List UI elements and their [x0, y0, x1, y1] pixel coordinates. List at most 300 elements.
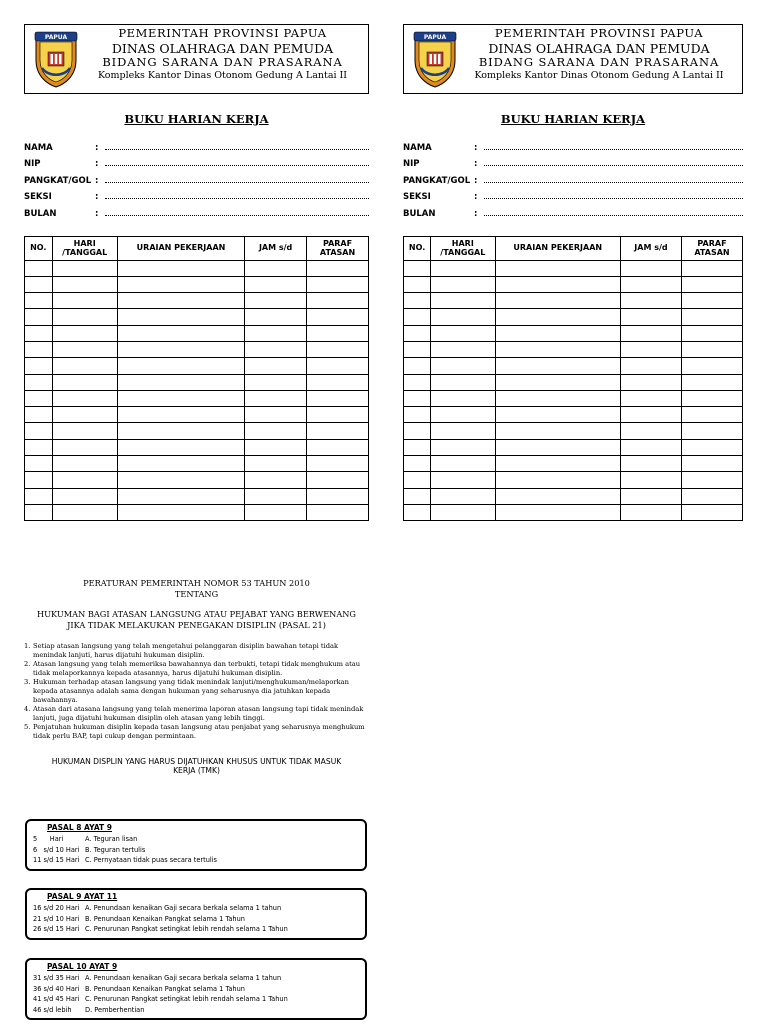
list-item — [33, 994, 365, 1005]
pasal-sanction: B. Penundaan Kenaikan Pangkat selama 1 Tahun — [85, 984, 245, 993]
table-cell[interactable] — [620, 472, 681, 488]
letterhead-province: PEMERINTAH PROVINSI PAPUA — [494, 26, 704, 40]
field-pangkat-gol[interactable] — [403, 169, 743, 186]
table-cell[interactable] — [117, 456, 244, 472]
table-cell[interactable] — [245, 456, 307, 472]
list-item — [33, 973, 365, 984]
field-fill-line[interactable] — [484, 165, 743, 166]
header-paraf-atasan — [307, 236, 369, 260]
list-item — [33, 834, 365, 845]
table-cell[interactable] — [620, 390, 681, 406]
table-cell[interactable] — [681, 293, 742, 309]
table-cell[interactable] — [404, 488, 431, 504]
table-cell[interactable] — [431, 309, 495, 325]
table-cell[interactable] — [52, 309, 117, 325]
letterhead-agency: DINAS OLAHRAGA DAN PEMUDA — [111, 40, 334, 56]
table-cell[interactable] — [620, 260, 681, 276]
table-cell[interactable] — [117, 488, 244, 504]
field-seksi[interactable] — [403, 186, 743, 203]
table-cell[interactable] — [25, 504, 53, 520]
table-cell[interactable] — [307, 341, 369, 357]
table-cell[interactable] — [681, 488, 742, 504]
table-row — [404, 276, 743, 292]
form-title: BUKU HARIAN KERJA — [500, 112, 646, 126]
header-no — [25, 236, 53, 260]
table-cell[interactable] — [620, 407, 681, 423]
table-cell[interactable] — [25, 325, 53, 341]
identity-fields — [403, 136, 743, 219]
table-cell[interactable] — [52, 374, 117, 390]
table-cell[interactable] — [307, 276, 369, 292]
table-cell[interactable] — [431, 488, 495, 504]
table-row — [25, 504, 369, 520]
table-cell[interactable] — [681, 276, 742, 292]
table-cell[interactable] — [495, 504, 620, 520]
pasal-sanction: C. Penurunan Pangkat setingkat lebih rendah selama 1 Tahun — [85, 995, 288, 1004]
pasal-sanction: C. Penurunan Pangkat setingkat lebih rendah selama 1 Tahun — [85, 925, 288, 934]
table-row — [404, 504, 743, 520]
table-cell[interactable] — [495, 472, 620, 488]
logo-text: PAPUA — [44, 34, 68, 41]
table-cell[interactable] — [245, 488, 307, 504]
table-cell[interactable] — [245, 407, 307, 423]
table-cell[interactable] — [245, 439, 307, 455]
field-colon: : — [474, 142, 478, 153]
list-item — [24, 705, 369, 723]
work-diary-form-right — [403, 24, 743, 521]
table-cell[interactable] — [307, 374, 369, 390]
table-cell[interactable] — [52, 276, 117, 292]
table-cell[interactable] — [307, 309, 369, 325]
table-cell[interactable] — [245, 260, 307, 276]
table-cell[interactable] — [681, 325, 742, 341]
table-row — [25, 325, 369, 341]
table-cell[interactable] — [681, 260, 742, 276]
table-cell[interactable] — [307, 407, 369, 423]
regulation-heading — [24, 578, 369, 599]
table-cell[interactable] — [52, 439, 117, 455]
header-uraian-label: URAIAN PEKERJAAN — [513, 243, 603, 253]
table-row — [25, 276, 369, 292]
table-cell[interactable] — [117, 358, 244, 374]
table-cell[interactable] — [681, 309, 742, 325]
table-cell[interactable] — [52, 423, 117, 439]
regulation-section — [24, 578, 369, 776]
letterhead-province: PEMERINTAH PROVINSI PAPUA — [118, 26, 327, 40]
table-cell[interactable] — [681, 407, 742, 423]
table-cell[interactable] — [307, 472, 369, 488]
field-colon: : — [474, 175, 478, 186]
table-cell[interactable] — [681, 439, 742, 455]
field-label: PANGKAT/GOL — [403, 175, 471, 186]
pasal-sanction: B. Penundaan Kenaikan Pangkat selama 1 Tahun — [85, 914, 245, 923]
table-cell[interactable] — [117, 276, 244, 292]
table-cell[interactable] — [404, 276, 431, 292]
pasal-sanction: A. Penundaan kenaikan Gaji secara berkala selama 1 tahun — [85, 974, 282, 982]
field-bulan[interactable] — [403, 202, 743, 219]
table-cell[interactable] — [117, 439, 244, 455]
table-cell[interactable] — [25, 276, 53, 292]
table-cell[interactable] — [25, 472, 53, 488]
rule-number: 4. — [24, 705, 31, 714]
table-row — [404, 472, 743, 488]
list-item — [33, 914, 365, 925]
table-cell[interactable] — [307, 423, 369, 439]
table-cell[interactable] — [495, 325, 620, 341]
field-label: NAMA — [24, 142, 53, 153]
field-pangkat-gol[interactable] — [24, 169, 369, 186]
table-cell[interactable] — [495, 309, 620, 325]
table-cell[interactable] — [52, 456, 117, 472]
table-cell[interactable] — [25, 488, 53, 504]
table-cell[interactable] — [431, 472, 495, 488]
table-cell[interactable] — [681, 390, 742, 406]
pasal-title: PASAL 9 AYAT 11 — [47, 892, 118, 901]
table-cell[interactable] — [681, 341, 742, 357]
table-cell[interactable] — [117, 407, 244, 423]
table-cell[interactable] — [245, 325, 307, 341]
table-cell[interactable] — [620, 341, 681, 357]
table-cell[interactable] — [117, 293, 244, 309]
table-cell[interactable] — [245, 358, 307, 374]
rule-number: 5. — [24, 723, 31, 732]
table-cell[interactable] — [25, 293, 53, 309]
table-cell[interactable] — [307, 325, 369, 341]
header-uraian — [117, 236, 244, 260]
header-paraf-label: PARAF — [697, 238, 727, 248]
table-cell[interactable] — [431, 341, 495, 357]
table-cell[interactable] — [117, 390, 244, 406]
pasal-title: PASAL 10 AYAT 9 — [47, 962, 118, 971]
table-cell[interactable] — [52, 504, 117, 520]
table-cell[interactable] — [117, 260, 244, 276]
pasal-title: PASAL 8 AYAT 9 — [47, 823, 113, 832]
header-jam — [245, 236, 307, 260]
table-cell[interactable] — [25, 309, 53, 325]
field-nama[interactable] — [403, 136, 743, 153]
table-cell[interactable] — [25, 390, 53, 406]
header-uraian — [495, 236, 620, 260]
table-cell[interactable] — [52, 488, 117, 504]
table-cell[interactable] — [25, 260, 53, 276]
table-cell[interactable] — [117, 472, 244, 488]
table-cell[interactable] — [431, 390, 495, 406]
table-cell[interactable] — [307, 456, 369, 472]
table-cell[interactable] — [52, 325, 117, 341]
field-colon: : — [474, 192, 478, 202]
table-row — [404, 423, 743, 439]
table-cell[interactable] — [404, 309, 431, 325]
work-log-table — [403, 236, 743, 522]
table-cell[interactable] — [681, 374, 742, 390]
table-cell[interactable] — [245, 374, 307, 390]
header-tanggal-label: /TANGGAL — [440, 248, 486, 257]
table-cell[interactable] — [620, 488, 681, 504]
pasal-days: 16 s/d 20 Hari — [33, 904, 80, 912]
rule-text: Penjatuhan hukuman disiplin kepada tasan langsung atau penjabat yang seharusnya menghukum tidak perlu BAP, tapi cukup dengan permintaan. — [33, 723, 365, 741]
table-cell[interactable] — [681, 423, 742, 439]
table-cell[interactable] — [307, 358, 369, 374]
rule-number: 1. — [24, 641, 31, 650]
table-cell[interactable] — [681, 472, 742, 488]
field-colon: : — [474, 208, 478, 219]
field-colon: : — [95, 142, 99, 153]
table-cell[interactable] — [495, 407, 620, 423]
table-cell[interactable] — [431, 260, 495, 276]
field-fill-line[interactable] — [105, 182, 369, 183]
table-cell[interactable] — [404, 504, 431, 520]
header-hari-tanggal — [431, 236, 495, 260]
rule-list — [24, 642, 369, 742]
pasal-days: 31 s/d 35 Hari — [33, 974, 80, 982]
table-cell[interactable] — [52, 260, 117, 276]
header-jam-label: JAM s/d — [258, 243, 293, 253]
letterhead — [403, 24, 743, 94]
table-cell[interactable] — [25, 439, 53, 455]
table-cell[interactable] — [495, 374, 620, 390]
table-cell[interactable] — [307, 439, 369, 455]
table-row — [25, 456, 369, 472]
form-title: BUKU HARIAN KERJA — [124, 112, 269, 126]
table-row — [404, 407, 743, 423]
table-cell[interactable] — [117, 325, 244, 341]
field-label: BULAN — [403, 208, 436, 219]
table-cell[interactable] — [25, 407, 53, 423]
table-cell[interactable] — [431, 407, 495, 423]
field-colon: : — [95, 175, 99, 186]
papua-emblem-icon — [33, 30, 79, 88]
table-cell[interactable] — [245, 390, 307, 406]
table-cell[interactable] — [307, 488, 369, 504]
field-fill-line[interactable] — [105, 149, 369, 150]
field-fill-line[interactable] — [105, 165, 369, 166]
table-cell[interactable] — [404, 472, 431, 488]
pasal-10-box — [25, 958, 367, 1020]
table-row — [25, 374, 369, 390]
table-cell[interactable] — [495, 390, 620, 406]
pasal-days: 6 s/d 10 Hari — [33, 845, 80, 854]
table-cell[interactable] — [404, 456, 431, 472]
table-cell[interactable] — [404, 341, 431, 357]
table-cell[interactable] — [25, 358, 53, 374]
table-cell[interactable] — [431, 325, 495, 341]
field-nama[interactable] — [24, 136, 369, 153]
table-cell[interactable] — [25, 423, 53, 439]
table-cell[interactable] — [52, 407, 117, 423]
table-cell[interactable] — [245, 276, 307, 292]
field-nip[interactable] — [403, 153, 743, 170]
pasal-days: 21 s/d 10 Hari — [33, 914, 80, 923]
table-cell[interactable] — [245, 341, 307, 357]
table-cell[interactable] — [307, 260, 369, 276]
field-fill-line[interactable] — [484, 149, 743, 150]
field-nip[interactable] — [24, 153, 369, 170]
pasal-sanction: C. Pernyataan tidak puas secara tertulis — [85, 856, 217, 865]
header-tanggal-label: /TANGGAL — [62, 248, 108, 257]
table-cell[interactable] — [681, 358, 742, 374]
header-jam — [620, 236, 681, 260]
table-cell[interactable] — [404, 390, 431, 406]
pasal-days: 26 s/d 15 Hari — [33, 925, 80, 934]
table-row — [404, 309, 743, 325]
pasal-days: 41 s/d 45 Hari — [33, 995, 80, 1004]
table-row — [25, 390, 369, 406]
pasal-8-box — [25, 819, 367, 871]
table-cell[interactable] — [245, 293, 307, 309]
table-cell[interactable] — [431, 504, 495, 520]
list-item — [24, 642, 369, 660]
papua-emblem-icon — [412, 30, 458, 88]
table-cell[interactable] — [404, 439, 431, 455]
table-cell[interactable] — [245, 472, 307, 488]
rule-text: Atasan dari atasana langsung yang telah menerima laporan atasan langsung tapi tidak menindak lanjuti, juga dijatuhi hukuman disiplin oleh atasan yang lebih tinggi. — [33, 705, 364, 723]
letterhead-address: Kompleks Kantor Dinas Otonom Gedung A Lantai II — [474, 69, 724, 81]
table-cell[interactable] — [681, 456, 742, 472]
pasal-sanction: A. Penundaan kenaikan Gaji secara berkala selama 1 tahun — [85, 904, 282, 912]
table-cell[interactable] — [25, 374, 53, 390]
table-cell[interactable] — [245, 309, 307, 325]
header-paraf-atasan — [681, 236, 742, 260]
table-cell[interactable] — [431, 276, 495, 292]
table-row — [404, 488, 743, 504]
table-cell[interactable] — [404, 358, 431, 374]
table-row — [404, 439, 743, 455]
field-fill-line[interactable] — [484, 198, 743, 199]
field-colon: : — [95, 192, 99, 202]
table-cell[interactable] — [52, 390, 117, 406]
table-cell[interactable] — [495, 358, 620, 374]
identity-fields — [24, 136, 369, 219]
table-cell[interactable] — [620, 504, 681, 520]
rule-text: Setiap atasan langsung yang telah mengetahui pelanggaran disiplin bawahan tetapi tidak menindak lanjuti, harus dijatuhi hukuman disiplin. — [33, 641, 339, 659]
field-fill-line[interactable] — [105, 198, 369, 199]
field-label: BULAN — [24, 208, 57, 219]
list-item — [24, 678, 369, 705]
letterhead-address: Kompleks Kantor Dinas Otonom Gedung A Lantai II — [97, 69, 348, 81]
rule-text: Hukuman terhadap atasan langsung yang tidak menindak lanjuti/menghukuman/melaporkan kepada atasannya adalah sama dengan hukuman yang seharusnya dia jatuhkan kepada bawahannya. — [33, 678, 349, 705]
table-cell[interactable] — [431, 423, 495, 439]
table-cell[interactable] — [52, 358, 117, 374]
table-row — [404, 390, 743, 406]
table-row — [25, 407, 369, 423]
field-bulan[interactable] — [24, 202, 369, 219]
punishment-title: HUKUMAN BAGI ATASAN LANGSUNG ATAU PEJABAT YANG BERWENANG JIKA TIDAK MELAKUKAN PENEGAKAN DISIPLIN (PASAL 21) — [37, 609, 356, 630]
table-cell[interactable] — [404, 325, 431, 341]
table-cell[interactable] — [431, 358, 495, 374]
rule-number: 3. — [24, 678, 31, 686]
table-row — [404, 260, 743, 276]
table-cell[interactable] — [52, 472, 117, 488]
table-cell[interactable] — [117, 341, 244, 357]
table-cell[interactable] — [620, 423, 681, 439]
table-row — [25, 260, 369, 276]
table-cell[interactable] — [495, 276, 620, 292]
table-header-row — [25, 236, 369, 260]
table-row — [25, 488, 369, 504]
work-diary-form-left — [24, 24, 369, 521]
table-cell[interactable] — [495, 439, 620, 455]
header-atasan-label: ATASAN — [694, 248, 730, 257]
work-log-table — [24, 236, 369, 522]
table-cell[interactable] — [404, 407, 431, 423]
table-row — [25, 472, 369, 488]
table-cell[interactable] — [431, 374, 495, 390]
table-cell[interactable] — [431, 456, 495, 472]
table-cell[interactable] — [495, 341, 620, 357]
header-no — [404, 236, 431, 260]
table-cell[interactable] — [431, 439, 495, 455]
pasal-days: 11 s/d 15 Hari — [33, 856, 80, 865]
list-item — [24, 723, 369, 741]
header-hari-label: HARI — [73, 238, 96, 248]
table-cell[interactable] — [620, 309, 681, 325]
letterhead-division: BIDANG SARANA DAN PRASARANA — [478, 54, 720, 69]
table-cell[interactable] — [25, 456, 53, 472]
field-label: NAMA — [403, 142, 432, 153]
table-cell[interactable] — [681, 504, 742, 520]
pasal-9-box — [25, 888, 367, 940]
header-paraf-label: PARAF — [322, 238, 353, 248]
table-cell[interactable] — [495, 488, 620, 504]
table-cell[interactable] — [404, 293, 431, 309]
table-cell[interactable] — [117, 504, 244, 520]
header-uraian-label: URAIAN PEKERJAAN — [136, 243, 226, 253]
field-seksi[interactable] — [24, 186, 369, 203]
table-cell[interactable] — [245, 504, 307, 520]
table-cell[interactable] — [52, 293, 117, 309]
table-header-row — [404, 236, 743, 260]
table-cell[interactable] — [495, 456, 620, 472]
table-cell[interactable] — [620, 456, 681, 472]
table-cell[interactable] — [495, 293, 620, 309]
table-cell[interactable] — [117, 309, 244, 325]
table-cell[interactable] — [307, 293, 369, 309]
table-cell[interactable] — [52, 341, 117, 357]
table-cell[interactable] — [620, 439, 681, 455]
list-item — [33, 903, 365, 914]
table-cell[interactable] — [404, 423, 431, 439]
table-cell[interactable] — [620, 293, 681, 309]
table-cell[interactable] — [245, 423, 307, 439]
table-cell[interactable] — [620, 276, 681, 292]
table-row — [404, 358, 743, 374]
table-cell[interactable] — [495, 423, 620, 439]
table-cell[interactable] — [495, 260, 620, 276]
table-cell[interactable] — [431, 293, 495, 309]
list-item — [33, 1005, 365, 1016]
table-cell[interactable] — [117, 374, 244, 390]
field-label: SEKSI — [24, 192, 52, 202]
field-fill-line[interactable] — [105, 215, 369, 216]
table-cell[interactable] — [307, 504, 369, 520]
table-cell[interactable] — [620, 374, 681, 390]
table-cell[interactable] — [404, 374, 431, 390]
letterhead-agency: DINAS OLAHRAGA DAN PEMUDA — [488, 40, 710, 56]
table-cell[interactable] — [25, 341, 53, 357]
table-cell[interactable] — [620, 325, 681, 341]
table-row — [404, 341, 743, 357]
rule-text: Atasan langsung yang telah memeriksa bawahannya dan terbukti, tetapi tidak menghukum atau tidak melaporkannya kepada atasannya, harus dijatuhi hukuman disiplin. — [33, 659, 361, 677]
header-no-label: NO. — [30, 243, 47, 253]
table-cell[interactable] — [620, 358, 681, 374]
field-fill-line[interactable] — [484, 215, 743, 216]
field-fill-line[interactable] — [484, 182, 743, 183]
header-hari-tanggal — [52, 236, 117, 260]
table-cell[interactable] — [404, 260, 431, 276]
table-cell[interactable] — [307, 390, 369, 406]
table-cell[interactable] — [117, 423, 244, 439]
table-row — [25, 341, 369, 357]
